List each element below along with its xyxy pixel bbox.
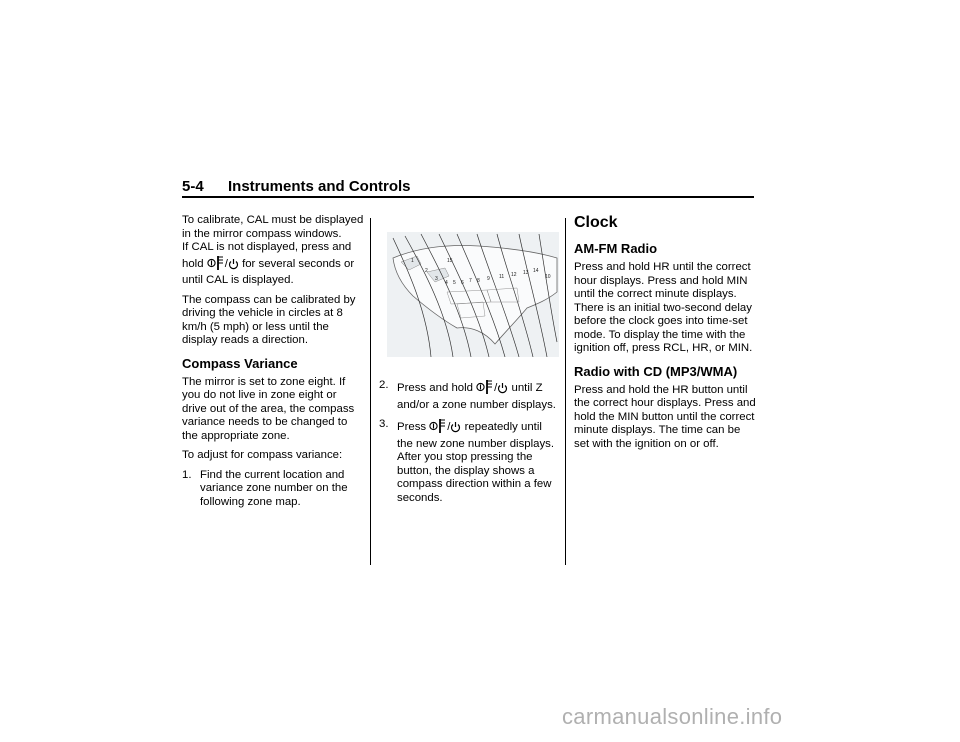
calibrate-line-3: If CAL is not displayed, press and xyxy=(182,241,352,253)
power-icon xyxy=(450,421,461,438)
zone-label-13: 13 xyxy=(523,270,529,276)
column-2 xyxy=(379,222,557,511)
zone-label-7: 7 xyxy=(469,278,472,284)
step-2-post: until Z and/or a zone number displays. xyxy=(397,382,556,411)
section-title: Instruments and Controls xyxy=(228,178,411,195)
header-rule xyxy=(182,196,754,198)
zone-label-12: 12 xyxy=(511,272,517,278)
step-2-pre: Press and hold xyxy=(397,382,473,394)
page-header xyxy=(182,178,754,196)
compass-variance-heading: Compass Variance xyxy=(182,355,298,371)
dimmer-icon xyxy=(429,418,447,438)
column-1 xyxy=(182,214,364,515)
step-3-post: repeatedly until the new zone number displays. After you stop pressing the button, the display shows a compass direction within a few seconds. xyxy=(397,421,555,504)
zone-label-5: 5 xyxy=(453,280,456,286)
dimmer-icon xyxy=(476,379,494,399)
zone-label-14: 14 xyxy=(533,268,539,274)
calibrate-line-2: in the mirror compass windows. xyxy=(182,227,342,240)
zone-label-2: 2 xyxy=(425,268,428,274)
column-divider-2 xyxy=(565,218,566,565)
circle-drive-paragraph: The compass can be calibrated by driving the vehicle in circles at 8 km/h (5 mph) or less until the display reads a direction. xyxy=(182,293,356,346)
calibrate-line-5: until CAL is displayed. xyxy=(182,274,294,286)
power-icon xyxy=(497,382,508,399)
zone-label-15: 15 xyxy=(447,258,453,264)
zone-label-3: 3 xyxy=(435,276,438,282)
zone-label-9: 9 xyxy=(487,276,490,282)
am-fm-radio-paragraph: Press and hold HR until the correct hour displays. Press and hold MIN until the correct minute displays. There is an initial two-second delay before the clock goes into time-set mode. To display the time with the ignition off, press RCL, HR, or MIN. xyxy=(574,261,753,354)
zone-eight-paragraph: The mirror is set to zone eight. If you do not live in zone eight or drive out of the area, the compass variance needs to be changed to the appropriate zone. xyxy=(182,375,355,442)
zone-map-image xyxy=(387,232,559,357)
zone-label-6: 6 xyxy=(461,280,464,286)
adjust-intro: To adjust for compass variance: xyxy=(182,449,343,461)
step-2-number: 2. xyxy=(379,379,389,391)
clock-heading: Clock xyxy=(574,214,618,231)
zone-label-11: 11 xyxy=(499,274,505,280)
section-number: 5-4 xyxy=(182,178,204,195)
dimmer-icon xyxy=(207,255,225,275)
radio-cd-heading: Radio with CD (MP3/WMA) xyxy=(574,363,738,379)
step-3-pre: Press xyxy=(397,421,427,433)
step-3-number: 3. xyxy=(379,418,389,430)
step-3: 3. Press / repeatedly until the new zone number displays. After you stop pressing the button, the display shows a compass direction within a few seconds. xyxy=(379,418,555,504)
step-1-number: 1. xyxy=(182,468,192,481)
column-divider-1 xyxy=(370,218,371,565)
power-icon xyxy=(228,258,239,275)
zone-label-10: 10 xyxy=(545,274,551,280)
calibrate-line-1: To calibrate, CAL must be displayed xyxy=(182,214,364,226)
radio-cd-paragraph: Press and hold the HR button until the correct hour displays. Press and hold the MIN button until the correct minute displays. The time can be set with the ignition on or off. xyxy=(574,383,756,450)
calibrate-line-4-pre: hold xyxy=(182,257,204,270)
calibrate-paragraph: To calibrate, CAL must be displayed in the mirror compass windows. If CAL is not displayed, press and hold / for several seconds or until CAL is displayed. xyxy=(182,214,364,286)
zone-label-1: 1 xyxy=(411,258,414,264)
calibrate-line-4-post: for several seconds or xyxy=(242,257,355,270)
step-2: 2. Press and hold / until Z and/or a zone number displays. xyxy=(379,379,556,411)
zone-label-4: 4 xyxy=(445,280,448,286)
step-1-text: Find the current location and variance zone number on the following zone map. xyxy=(200,468,348,508)
zone-label-8: 8 xyxy=(477,278,480,284)
am-fm-radio-heading: AM-FM Radio xyxy=(574,241,658,256)
column-3 xyxy=(574,213,756,457)
step-1 xyxy=(182,469,364,510)
watermark: carmanualsonline.info xyxy=(562,704,783,729)
